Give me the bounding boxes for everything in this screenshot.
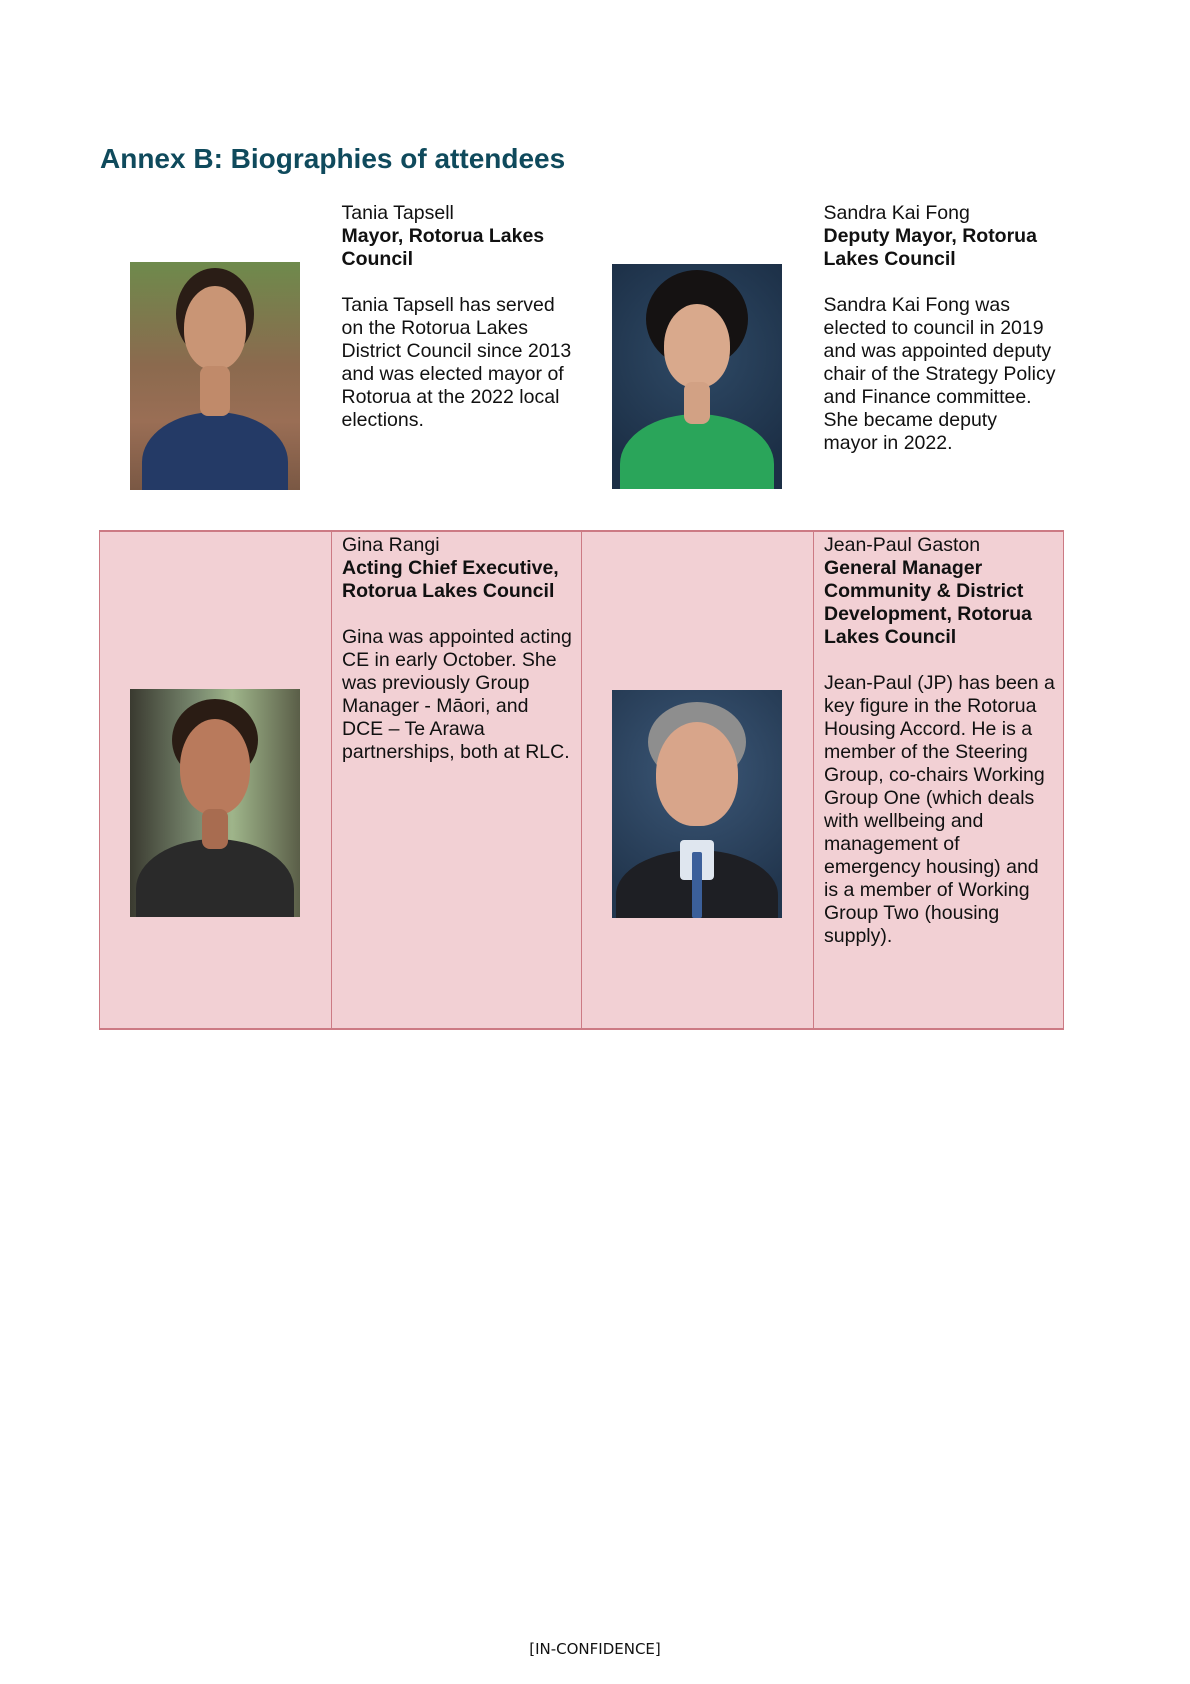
attendee-role: General Manager Community & District Development, Rotorua Lakes Council	[824, 557, 1033, 648]
bio-text-cell	[332, 200, 582, 531]
classification-footer: [IN-CONFIDENCE]	[529, 1640, 661, 1658]
attendee-name: Tania Tapsell	[341, 202, 454, 224]
attendee-role: Acting Chief Executive, Rotorua Lakes Council	[342, 557, 559, 602]
bio-text-cell	[814, 531, 1064, 1029]
bio-text-cell	[332, 531, 582, 1029]
attendee-photo	[130, 262, 300, 490]
attendee-bio: Jean-Paul (JP) has been a key figure in the Rotorua Housing Accord. He is a member of the Steering Group, co-chairs Working Group One (which deals with wellbeing and management of emergency housing) and is a member of Working Group Two (housing supply).	[824, 672, 1055, 947]
attendee-photo	[612, 264, 782, 489]
attendee-bio: Tania Tapsell has served on the Rotorua Lakes District Council since 2013 and was elected mayor of Rotorua at the 2022 local elections.	[341, 294, 572, 431]
biographies-table	[99, 200, 1064, 1030]
table-row	[100, 531, 1064, 1029]
attendee-photo	[612, 690, 782, 918]
photo-cell	[100, 531, 332, 1029]
attendee-name: Jean-Paul Gaston	[824, 534, 981, 556]
attendee-photo	[130, 689, 300, 917]
photo-cell	[100, 200, 332, 531]
page-title: Annex B: Biographies of attendees	[100, 143, 566, 174]
attendee-bio: Gina was appointed acting CE in early October. She was previously Group Manager - Māori, and DCE – Te Arawa partnerships, both at RLC.	[342, 626, 572, 763]
attendee-name: Sandra Kai Fong	[823, 202, 970, 224]
attendee-role: Deputy Mayor, Rotorua Lakes Council	[823, 225, 1037, 270]
attendee-role: Mayor, Rotorua Lakes Council	[341, 225, 545, 270]
table-row	[100, 200, 1064, 531]
photo-cell	[582, 200, 814, 531]
attendee-bio: Sandra Kai Fong was elected to council in 2019 and was appointed deputy chair of the Strategy Policy and Finance committee. She became deputy mayor in 2022.	[823, 294, 1056, 454]
photo-cell	[582, 531, 814, 1029]
attendee-name: Gina Rangi	[342, 534, 440, 556]
bio-text-cell	[814, 200, 1064, 531]
